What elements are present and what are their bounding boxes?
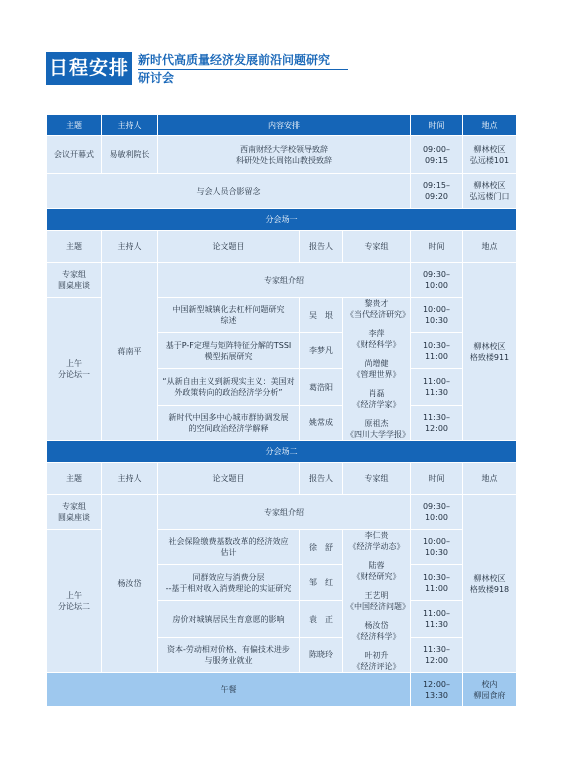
opening-row <box>47 136 517 174</box>
s1-paper-title <box>158 405 300 440</box>
s2-p1-title-2: 估计 <box>220 548 237 558</box>
s2-p4-title-1: 资本-劳动相对价格、有偏技术进步 <box>167 644 290 654</box>
opening-content <box>158 136 411 174</box>
s2-intro-time: 09:30–10:00 <box>411 495 463 530</box>
main-header-row <box>47 115 517 136</box>
opening-topic: 会议开幕式 <box>47 136 102 174</box>
s1-expert-2: 李萍 <box>368 329 385 338</box>
session2-column-header <box>47 463 517 495</box>
s2-expert-2: 陆蓉 <box>368 561 385 570</box>
s1-forum-topic <box>47 298 102 441</box>
s2-location-2: 格致楼918 <box>469 584 510 594</box>
session1-title: 分会场一 <box>47 209 517 231</box>
s2-experts <box>343 530 411 673</box>
s1-expert-3: 尚增健 <box>364 359 389 368</box>
schedule-table <box>46 114 517 707</box>
s1-expert-2-journal: 《财经科学》 <box>352 340 401 349</box>
s2-p4-reporter: 陈晓玲 <box>300 637 343 672</box>
s2-p3-time: 11:00–11:30 <box>411 601 463 637</box>
s2-expert-1: 李仁贵 <box>364 531 389 540</box>
s1-intro: 专家组介绍 <box>158 263 411 298</box>
lunch-time: 12:00–13:30 <box>411 673 463 707</box>
s2-location <box>463 495 517 673</box>
s2-col-paper: 论文题目 <box>158 463 300 495</box>
s1-expert-3-journal: 《管理世界》 <box>352 370 401 379</box>
photo-location <box>463 174 517 209</box>
opening-host: 易敏利院长 <box>102 136 158 174</box>
photo-content: 与会人员合影留念 <box>47 174 411 209</box>
col-time: 时间 <box>411 115 463 136</box>
photo-location-1: 柳林校区 <box>473 181 506 190</box>
s2-round-topic-2: 圆桌座谈 <box>58 513 90 522</box>
session2-title-row <box>47 441 517 463</box>
s2-col-reporter: 报告人 <box>300 463 343 495</box>
opening-content-1: 西南财经大学校领导致辞 <box>240 144 328 154</box>
s2-intro: 专家组介绍 <box>158 495 411 530</box>
s1-p2-time: 10:30–11:00 <box>411 333 463 369</box>
s1-p3-title-2: 外政策转向的政治经济学分析” <box>174 388 283 398</box>
s1-round-topic-1: 专家组 <box>62 270 86 279</box>
s2-round-topic <box>47 495 102 530</box>
s1-p1-time: 10:00–10:30 <box>411 298 463 333</box>
s2-paper-title <box>158 530 300 565</box>
s1-round-topic-2: 圆桌座谈 <box>58 281 90 290</box>
photo-location-2: 弘远楼门口 <box>469 192 510 201</box>
s1-col-reporter: 报告人 <box>300 231 343 263</box>
s1-p1-title-2: 综述 <box>220 316 237 326</box>
s1-p4-time: 11:30–12:00 <box>411 405 463 440</box>
lunch-row <box>47 673 517 707</box>
conference-title <box>138 53 348 86</box>
s2-col-location: 地点 <box>463 463 517 495</box>
s1-paper-title <box>158 369 300 405</box>
s1-p4-title-2: 的空间政治经济学解释 <box>188 423 269 433</box>
s1-p3-title-1: “从新自由主义到新现实主义：美国对 <box>162 377 295 387</box>
s1-forum-topic-1: 上午 <box>66 359 82 368</box>
col-location: 地点 <box>463 115 517 136</box>
s1-p1-title-1: 中国新型城镇化去杠杆问题研究 <box>172 305 285 315</box>
session2-intro-row <box>47 495 517 530</box>
opening-location-1: 柳林校区 <box>473 144 506 154</box>
opening-content-2: 科研处处长周铭山教授致辞 <box>236 155 332 165</box>
s2-paper-title <box>158 601 300 637</box>
s2-round-topic-1: 专家组 <box>62 502 86 511</box>
col-topic: 主题 <box>47 115 102 136</box>
s2-host: 杨汝岱 <box>102 495 158 673</box>
schedule-badge: 日程安排 <box>46 52 132 85</box>
s1-location <box>463 263 517 441</box>
s1-expert-4-journal: 《经济学家》 <box>352 400 401 409</box>
s1-p2-title-1: 基于P-F定理与矩阵特征分解的TSSI <box>165 340 292 350</box>
s1-p4-reporter: 姚常成 <box>300 405 343 440</box>
s2-expert-5-journal: 《经济评论》 <box>352 662 401 671</box>
s1-round-topic <box>47 263 102 298</box>
s1-intro-time: 09:30–10:00 <box>411 263 463 298</box>
title-line-2: 研讨会 <box>138 71 175 85</box>
s2-forum-topic <box>47 530 102 673</box>
s1-expert-1: 黎贵才 <box>364 299 389 308</box>
s2-p2-reporter: 邹 红 <box>300 565 343 601</box>
s1-col-time: 时间 <box>411 231 463 263</box>
lunch-location <box>463 673 517 707</box>
s2-p3-reporter: 袁 正 <box>300 601 343 637</box>
s2-p4-time: 11:30–12:00 <box>411 637 463 672</box>
s2-location-1: 柳林校区 <box>473 573 506 583</box>
s2-expert-5: 叶初升 <box>364 651 389 660</box>
s1-host: 蒋南平 <box>102 263 158 441</box>
session1-column-header <box>47 231 517 263</box>
s1-col-host: 主持人 <box>102 231 158 263</box>
s2-expert-1-journal: 《经济学动态》 <box>348 542 405 551</box>
opening-location-2: 弘远楼101 <box>469 155 510 165</box>
s2-p2-title-2: --基于相对收入消费理论的实证研究 <box>165 583 292 593</box>
s1-paper-title <box>158 333 300 369</box>
opening-time: 09:00–09:15 <box>411 136 463 174</box>
s1-location-1: 柳林校区 <box>473 341 506 351</box>
col-host: 主持人 <box>102 115 158 136</box>
session1-intro-row <box>47 263 517 298</box>
s1-p4-title-1: 新时代中国多中心城市群协调发展 <box>168 412 289 422</box>
s2-expert-4-journal: 《经济科学》 <box>352 632 401 641</box>
s1-expert-1-journal: 《当代经济研究》 <box>346 310 410 319</box>
s1-expert-5: 原祖杰 <box>364 419 389 428</box>
s1-col-paper: 论文题目 <box>158 231 300 263</box>
s2-forum-topic-2: 分论坛二 <box>58 602 90 611</box>
s2-paper-title <box>158 637 300 672</box>
session1-title-row <box>47 209 517 231</box>
s2-p1-title-1: 社会保险缴费基数改革的经济效应 <box>168 537 289 547</box>
lunch-location-2: 柳园食府 <box>473 690 506 700</box>
s2-expert-4: 杨汝岱 <box>364 621 389 630</box>
s2-p1-reporter: 徐 舒 <box>300 530 343 565</box>
col-content: 内容安排 <box>158 115 411 136</box>
s1-forum-topic-2: 分论坛一 <box>58 370 90 379</box>
s2-col-topic: 主题 <box>47 463 102 495</box>
opening-location <box>463 136 517 174</box>
s1-p3-reporter: 葛浩阳 <box>300 369 343 405</box>
s1-col-topic: 主题 <box>47 231 102 263</box>
s2-expert-2-journal: 《财经研究》 <box>352 572 401 581</box>
s1-col-location: 地点 <box>463 231 517 263</box>
s2-col-time: 时间 <box>411 463 463 495</box>
s1-p2-title-2: 模型拓展研究 <box>204 351 253 361</box>
s1-p1-reporter: 吴 垠 <box>300 298 343 333</box>
lunch-label: 午餐 <box>47 673 411 707</box>
s2-p3-title-1: 房价对城镇居民生育意愿的影响 <box>172 614 285 624</box>
s2-expert-3-journal: 《中国经济问题》 <box>346 602 410 611</box>
s1-expert-5-journal: 《四川大学学报》 <box>346 430 410 439</box>
s2-paper-title <box>158 565 300 601</box>
s1-paper-title <box>158 298 300 333</box>
s2-col-host: 主持人 <box>102 463 158 495</box>
s2-expert-3: 王艺明 <box>364 591 389 600</box>
s1-col-experts: 专家组 <box>343 231 411 263</box>
s2-col-experts: 专家组 <box>343 463 411 495</box>
s2-p4-title-2: 与服务业就业 <box>204 655 253 665</box>
photo-row <box>47 174 517 209</box>
lunch-location-1: 校内 <box>481 679 498 689</box>
s1-location-2: 格致楼911 <box>469 352 510 362</box>
s2-p1-time: 10:00–10:30 <box>411 530 463 565</box>
title-line-1: 新时代高质量经济发展前沿问题研究 <box>138 53 348 70</box>
s2-p2-time: 10:30–11:00 <box>411 565 463 601</box>
s1-p2-reporter: 李梦凡 <box>300 333 343 369</box>
s2-forum-topic-1: 上午 <box>66 591 82 600</box>
session2-title: 分会场二 <box>47 441 517 463</box>
photo-time: 09:15–09:20 <box>411 174 463 209</box>
s1-p3-time: 11:00–11:30 <box>411 369 463 405</box>
s1-expert-4: 肖磊 <box>368 389 385 398</box>
s1-experts <box>343 298 411 441</box>
s2-p2-title-1: 同群效应与消费分层 <box>192 572 265 582</box>
